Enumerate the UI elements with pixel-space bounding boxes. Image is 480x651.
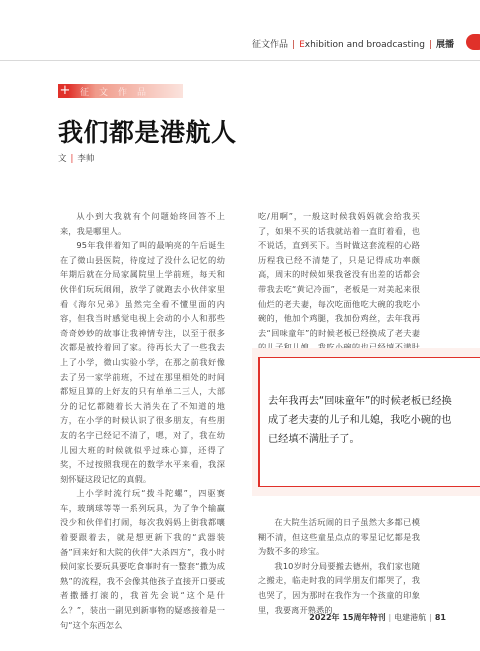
pull-quote [252,348,480,496]
header-column-en-rest: xhibition and broadcasting [304,40,425,50]
body-paragraph: 上小学时流行玩“拨斗陀螺”，四驱赛车，玻璃球等等一系列玩具，为了争个输赢没少和伙伴们打闹，每次我妈妈上街我都嚷着要跟着去，就是想更新下我的“武器装备”回来好和大院的伙伴“大杀四方”，我小时候问家长要玩具要吃食事时有一整套“撒为成熟”的流程，我不会像其他孩子直接开口要或者撒播打滚的，我首先会说“这个是什么？”，装出一副见到新事物的疑惑接着是一句“这个东西怎么 [60,488,225,630]
footer-issue: 2022年 15周年特刊 [309,613,386,622]
column-tag-label: 征文作品 [80,88,157,98]
author-prefix: 文 [58,154,67,164]
pull-quote-text: 去年我再去“回味童年”的时候老板已经换成了老夫妻的儿子和儿媳，我吃小碗的也已经填不满肚子了。 [268,396,452,445]
header-section: 展播 [435,40,454,50]
body-paragraph: 我10岁时分局要搬去德州，我们家也随之搬走，临走时我的同学朋友们都哭了，我也哭了，因为那时在我作为一个孩童的印象里，我要离开熟悉的 [258,560,420,615]
header-separator-2: | [428,40,432,50]
body-column-left [60,209,225,632]
footer-separator: | [388,613,392,622]
header-separator: | [292,40,296,50]
column-tag [58,84,183,98]
header-column-label [252,37,454,50]
page-header [0,0,480,60]
footer-magazine: 电建港航 [394,613,427,622]
plus-icon: + [59,83,71,98]
body-column-right-top [258,209,420,370]
body-paragraph: 95年我伴着知了叫的最响亮的午后诞生在了微山县医院，待度过了没什么记忆的幼年期后就在分局家属院里上学前班，每天和伙伴们玩玩闹闹，放学了就跑去小伙伴家里看《海尔兄弟》虽然完全看不懂里面的内容，但我当时感觉电视上会动的小人和那些奇奇妙妙的故事让我神情专注，以至于很多次都是被拎着回了家。待再长大了一些我去上了小学，微山实验小学，在那之前我好像去了另一家学前班，不过在那里相处的时间都短且算的上好友的只有单单二三人，大部分的记忆都随着长大消失在了不知道的地方，在小学的时候认识了很多朋友，有些朋友的名字已经记不清了，嗯，对了，我在幼儿园大班的时候就似乎过珠心算，还得了奖，不过按照我现在的数学水平来看，我深刻怀疑这段记忆的真假。 [60,240,225,484]
body-paragraph-continued: 吃/用啊”，一般这时候我妈妈就会给我买了，如果不买的话我就站着一直盯着看，也不说话，直到买下。当时做这套流程的心路历程我已经不清楚了，只是记得成功率颇高，周末的时候如果我爸没有出差的话都会带我去吃“黄记冷面”，老板是一对美起来很仙烂的老夫妻，每次吃面他吃大碗的我吃小碗的，他加个鸡腿，我加份鸡丝，去年我再去“回味童年”的时候老板已经换成了老夫妻 [258,211,420,338]
page-number: 81 [434,613,446,622]
page-footer [309,612,446,623]
header-divider [0,60,480,61]
article-author [58,152,94,164]
article-title: 我们都是港航人 [58,118,237,147]
pull-quote-frame [258,357,480,487]
author-name: 李帅 [77,154,95,164]
body-paragraph: 在大院生活玩闹的日子虽然大多都已模糊不清，但这些童星点点的零星记忆都是我为数不多的珍宝。 [258,517,420,557]
body-paragraph: 从小到大我就有个问题始终回答不上来，我是哪里人。 [60,211,225,236]
author-separator: | [70,154,74,164]
body-column-right-bottom [258,515,420,617]
header-column-en-first: E [299,40,305,50]
footer-separator-2: | [429,613,432,622]
header-accent-tab [466,34,480,50]
header-column-cn: 征文作品 [252,40,289,50]
